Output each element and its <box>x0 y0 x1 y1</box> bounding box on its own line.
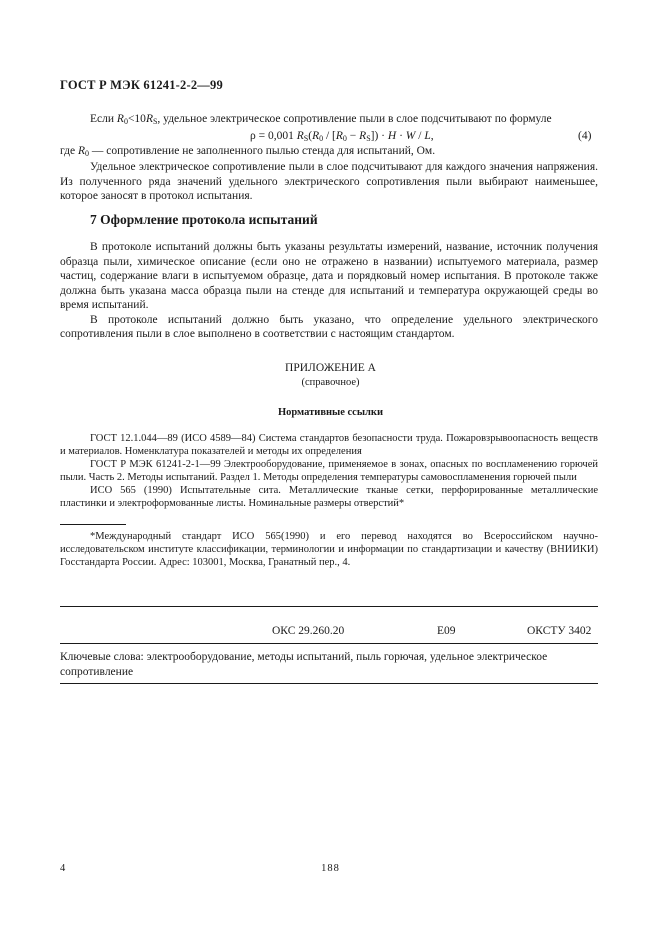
oks-code: ОКС 29.260.20 <box>272 625 345 637</box>
where-text-2: — сопротивление не заполненного пылью стенда для испытаний, Ом. <box>89 145 436 157</box>
equation-number: (4) <box>578 130 592 142</box>
footnote-text: *Международный стандарт ИСО 565(1990) и его перевод находятся во Всероссийском научно-исследовательском институте классификации, терминологии и информации по стандартизации и качеству (ВНИИКИ) Госстандарта России. Адрес: 103001, Москва, Гранатный пер., 4. <box>60 531 598 568</box>
footnote <box>60 530 598 569</box>
keywords-text: Ключевые слова: электрооборудование, методы испытаний, пыль горючая, удельное электрическое сопротивление <box>60 651 548 678</box>
divider-middle <box>60 643 598 644</box>
formula: ρ = 0,001 $R_S(R_0 / [R_0 - R_S]) \cdot H \cdot W / L$, <box>250 130 434 143</box>
reference-item: ГОСТ 12.1.044—89 (ИСО 4589—84) Система стандартов безопасности труда. Пожаровзрывоопасность веществ и материалов. Номенклатура показателей и методы их определения <box>60 433 598 457</box>
appendix-heading: Нормативные ссылки <box>277 407 384 418</box>
category-code: Е09 <box>437 625 456 637</box>
page-number-center: 188 <box>321 863 340 874</box>
appendix-subtitle: (справочное) <box>301 377 360 388</box>
keywords <box>60 650 598 679</box>
page-number-left: 4 <box>60 863 66 874</box>
reference-item: ИСО 565 (1990) Испытательные сита. Металлические тканые сетки, перфорированные металлические пластинки и электроформованные листы. Номинальные размеры отверстий* <box>60 485 598 509</box>
section7-body <box>60 240 598 342</box>
section-heading: 7 Оформление протокола испытаний <box>90 212 318 227</box>
divider-bottom <box>60 683 598 684</box>
document-header: ГОСТ Р МЭК 61241-2-2—99 <box>60 78 223 92</box>
okstu-code: ОКСТУ 3402 <box>527 625 592 637</box>
footnote-rule <box>60 524 126 525</box>
formula-para-after <box>60 160 598 204</box>
formula-intro-text-2: <10 <box>127 113 146 125</box>
divider-top <box>60 606 598 607</box>
reference-item: ГОСТ Р МЭК 61241-2-1—99 Электрооборудование, применяемое в зонах, опасных по воспламенению горючей пыли. Часть 2. Методы испытаний. Раздел 1. Методы определения температуры самовоспламенения горючей пыли <box>60 459 598 483</box>
paragraph: В протоколе испытаний должно быть указано, что определение удельного электрического сопротивления пыли в слое выполнено в соответствии с настоящим стандартом. <box>60 313 598 340</box>
paragraph: В протоколе испытаний должны быть указаны результаты измерений, название, источник получения образца пыли, химическое описание (если оно не отражено в названии) испытуемого материала, размер частиц, содержание влаги в испытуемом образце, дата и порядковый номер испытания. В протоколе также должна быть указана масса образца пыли на стенде для испытаний и температура окружающей среды во время испытаний. <box>60 241 598 311</box>
references-list <box>60 432 598 510</box>
formula-prefix: ρ = 0,001 <box>250 130 294 142</box>
appendix-title: ПРИЛОЖЕНИЕ А <box>285 362 376 374</box>
formula-where: где $R_0$ — сопротивление не заполненного пылью стенда для испытаний, Ом. <box>60 145 436 158</box>
paragraph: Удельное электрическое сопротивление пыли в слое подсчитывают для каждого значения напряжения. Из полученного ряда значений удельного электрического сопротивления пыли выбирают наименьшее, которое заносят в протокол испытания. <box>60 161 598 202</box>
formula-intro: Если $R_0<10R_S$, удельное электрическое сопротивление пыли в слое подсчитывают по формуле <box>90 113 552 126</box>
formula-intro-text-3: , удельное электрическое сопротивление пыли в слое подсчитывают по формуле <box>157 113 552 125</box>
formula-intro-text-1: Если <box>90 113 117 125</box>
where-text-1: где <box>60 145 78 157</box>
